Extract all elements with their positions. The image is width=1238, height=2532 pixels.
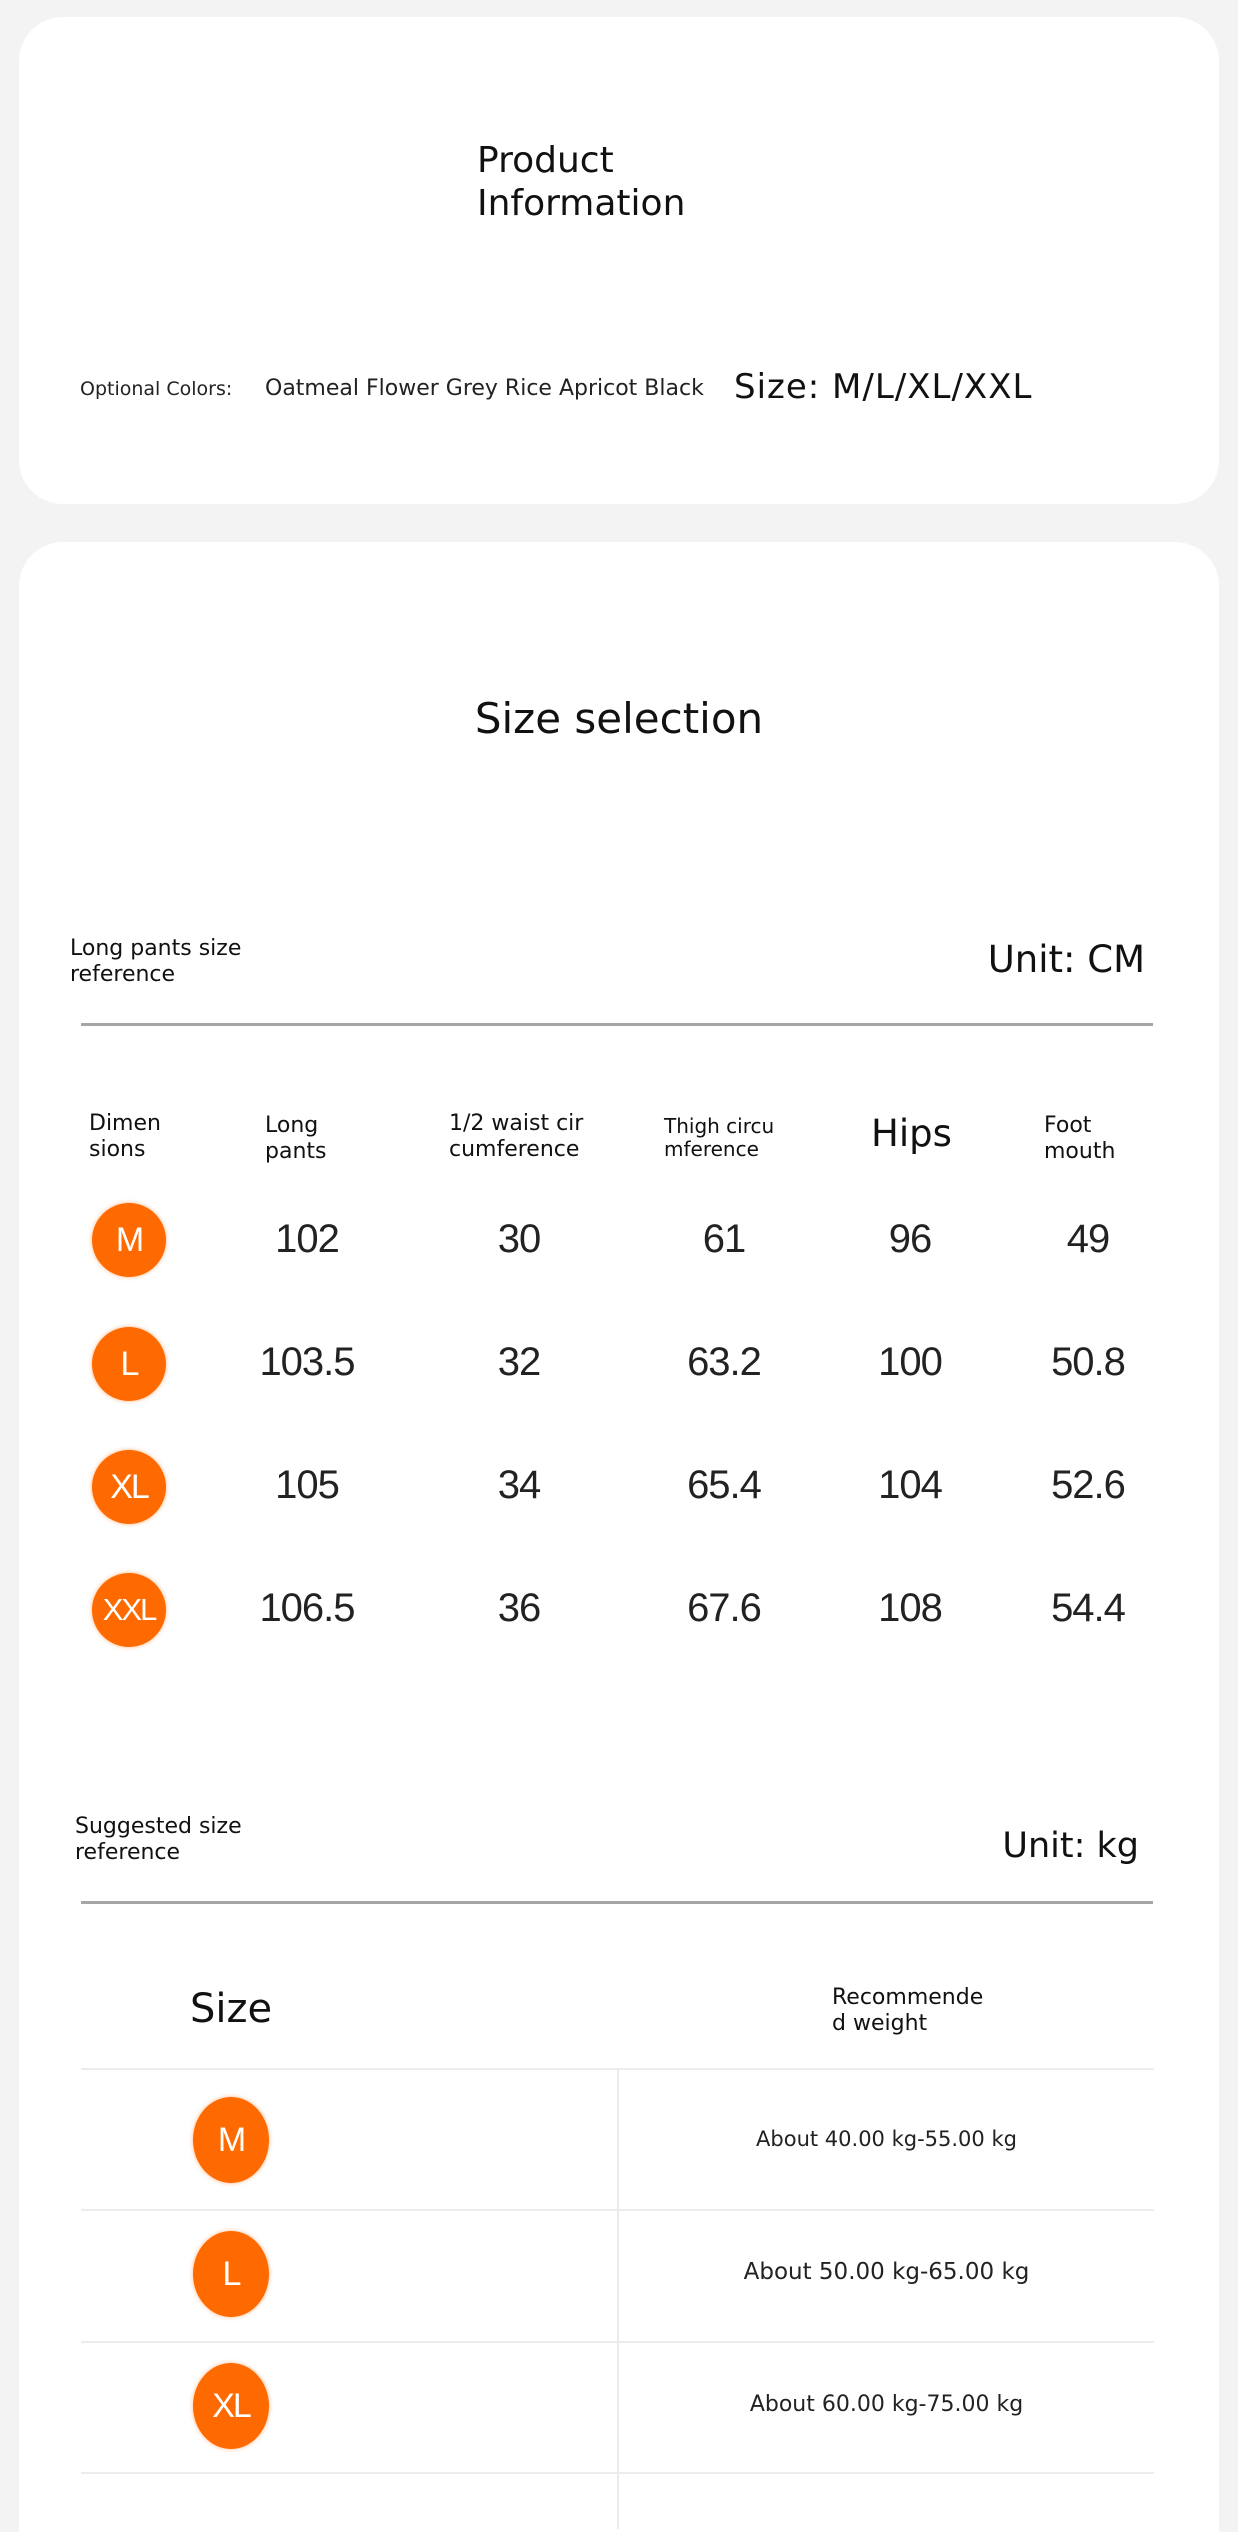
weight-header-size: Size (190, 1986, 273, 2032)
cell-long-pants: 106.5 (259, 1586, 355, 1630)
weight-header-recommended: Recommende d weight (832, 1985, 984, 2036)
cell-foot: 54.4 (1051, 1586, 1125, 1630)
header-long-pants: Long pants (265, 1113, 327, 1164)
weight-size-badge-l: L (193, 2231, 269, 2317)
cell-foot: 52.6 (1051, 1463, 1125, 1507)
cell-hips: 108 (878, 1586, 942, 1630)
optional-colors-list: Oatmeal Flower Grey Rice Apricot Black (265, 376, 704, 401)
optional-colors-label: Optional Colors: (80, 378, 233, 400)
cell-waist: 36 (497, 1586, 541, 1630)
product-info-card (19, 17, 1219, 504)
weight-size-badge-xl: XL (193, 2363, 269, 2449)
pants-unit-label: Unit: CM (987, 938, 1145, 981)
cell-thigh: 65.4 (687, 1463, 761, 1507)
cell-waist: 32 (497, 1340, 541, 1384)
weight-value: About 40.00 kg-55.00 kg (756, 2127, 1017, 2151)
weight-value: About 60.00 kg-75.00 kg (749, 2392, 1024, 2417)
header-dimensions: Dimen sions (89, 1111, 161, 1162)
cell-thigh: 61 (702, 1217, 746, 1261)
weight-divider (81, 1901, 1153, 1904)
weight-size-badge-m: M (193, 2097, 269, 2183)
size-badge-l: L (92, 1327, 166, 1401)
weight-ref-label: Suggested size reference (75, 1814, 242, 1865)
pants-ref-label: Long pants size reference (70, 936, 242, 987)
cell-foot: 49 (1066, 1217, 1110, 1261)
weight-unit-label: Unit: kg (1002, 1826, 1139, 1866)
size-badge-m: M (92, 1203, 166, 1277)
cell-hips: 100 (878, 1340, 942, 1384)
cell-hips: 96 (888, 1217, 932, 1261)
header-foot-mouth: Foot mouth (1044, 1113, 1116, 1164)
header-thigh: Thigh circu mference (664, 1114, 775, 1161)
product-info-title: Product Information (477, 140, 686, 224)
pants-divider (81, 1023, 1153, 1026)
cell-long-pants: 102 (275, 1217, 339, 1261)
header-waist: 1/2 waist cir cumference (449, 1111, 584, 1162)
cell-hips: 104 (878, 1463, 942, 1507)
cell-foot: 50.8 (1051, 1340, 1125, 1384)
cell-thigh: 63.2 (687, 1340, 761, 1384)
cell-waist: 34 (497, 1463, 541, 1507)
header-hips: Hips (871, 1112, 952, 1155)
size-selection-card (19, 542, 1219, 2532)
size-badge-xxl: XXL (92, 1573, 166, 1647)
cell-waist: 30 (497, 1217, 541, 1261)
size-badge-xl: XL (92, 1450, 166, 1524)
cell-thigh: 67.6 (687, 1586, 761, 1630)
size-options: Size: M/L/XL/XXL (734, 367, 1033, 407)
size-selection-title: Size selection (474, 694, 764, 743)
cell-long-pants: 103.5 (259, 1340, 355, 1384)
cell-long-pants: 105 (275, 1463, 339, 1507)
weight-value: About 50.00 kg-65.00 kg (743, 2259, 1030, 2285)
